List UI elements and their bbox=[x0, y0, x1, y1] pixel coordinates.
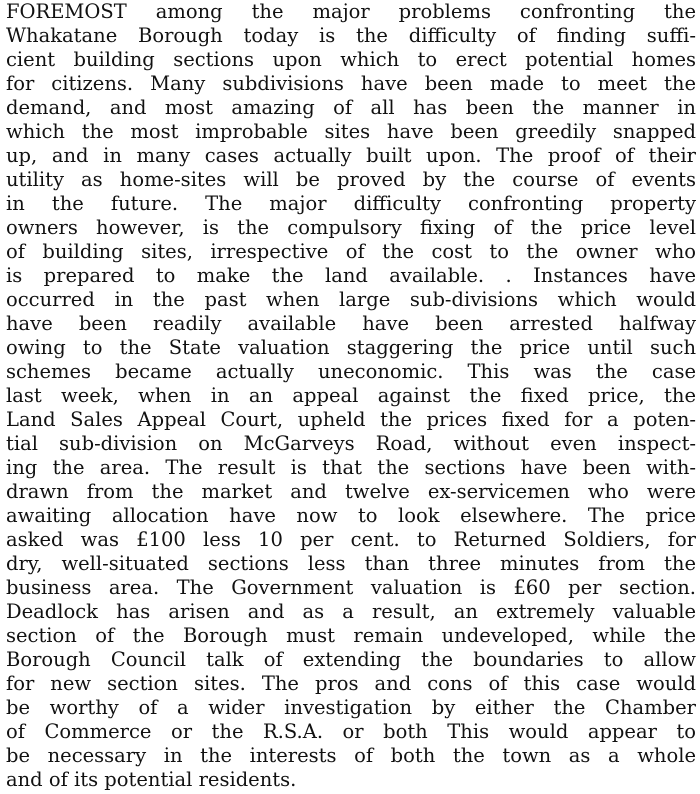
article-line: business area. The Government valuation is £60 per section. bbox=[6, 576, 696, 599]
article-line: demand, and most amazing of all has been the manner in bbox=[6, 96, 696, 119]
article-line: asked was £100 less 10 per cent. to Returned Soldiers, for bbox=[6, 528, 696, 551]
article-line: is prepared to make the land available. . Instances have bbox=[6, 264, 696, 287]
article-line: owners however, is the compulsory fixing of the price level bbox=[6, 216, 696, 239]
article-line: dry, well-situated sections less than three minutes from the bbox=[6, 552, 696, 575]
article-line: in the future. The major difficulty confronting property bbox=[6, 192, 696, 215]
article-line: Land Sales Appeal Court, upheld the prices fixed for a poten- bbox=[6, 408, 696, 431]
article-line: section of the Borough must remain undeveloped, while the bbox=[6, 624, 696, 647]
article-line: cient building sections upon which to erect potential homes bbox=[6, 48, 696, 71]
article-line: of building sites, irrespective of the cost to the owner who bbox=[6, 240, 696, 263]
article-line: ing the area. The result is that the sections have been with- bbox=[6, 456, 696, 479]
article-line: owing to the State valuation staggering the price until such bbox=[6, 336, 696, 359]
article-line: Whakatane Borough today is the difficulty of finding suffi- bbox=[6, 24, 696, 47]
article-line: Deadlock has arisen and as a result, an extremely valuable bbox=[6, 600, 696, 623]
article-line: FOREMOST among the major problems confronting the bbox=[6, 0, 696, 23]
article-line: utility as home-sites will be proved by the course of events bbox=[6, 168, 696, 191]
article-line: for citizens. Many subdivisions have been made to meet the bbox=[6, 72, 696, 95]
article-line: awaiting allocation have now to look elsewhere. The price bbox=[6, 504, 696, 527]
article-line: schemes became actually uneconomic. This was the case bbox=[6, 360, 696, 383]
article-line: Borough Council talk of extending the boundaries to allow bbox=[6, 648, 696, 671]
article-line: be necessary in the interests of both the town as a whole bbox=[6, 744, 696, 767]
article-line: drawn from the market and twelve ex-servicemen who were bbox=[6, 480, 696, 503]
article-line: have been readily available have been arrested halfway bbox=[6, 312, 696, 335]
newspaper-article bbox=[6, 0, 696, 794]
article-line: of Commerce or the R.S.A. or both This would appear to bbox=[6, 720, 696, 743]
article-line: which the most improbable sites have been greedily snapped bbox=[6, 120, 696, 143]
article-line: and of its potential residents. bbox=[6, 768, 297, 791]
article-line: last week, when in an appeal against the fixed price, the bbox=[6, 384, 696, 407]
article-line: up, and in many cases actually built upon. The proof of their bbox=[6, 144, 696, 167]
article-line: occurred in the past when large sub-divisions which would bbox=[6, 288, 696, 311]
article-line: tial sub-division on McGarveys Road, without even inspect- bbox=[6, 432, 696, 455]
article-line: be worthy of a wider investigation by either the Chamber bbox=[6, 696, 696, 719]
article-line: for new section sites. The pros and cons of this case would bbox=[6, 672, 696, 695]
